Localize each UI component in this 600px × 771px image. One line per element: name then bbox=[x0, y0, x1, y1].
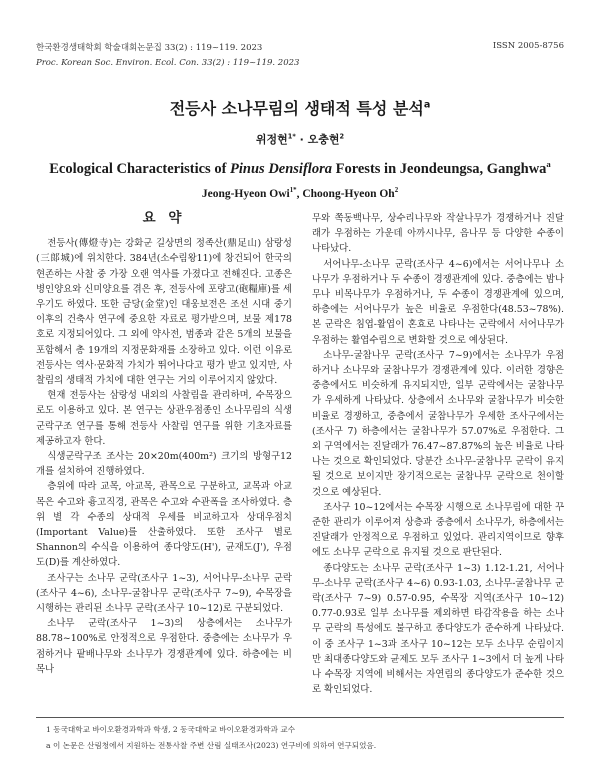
author-1-en: Jeong-Hyeon Owi bbox=[201, 188, 290, 200]
title-ko-footnote-mark: a bbox=[423, 99, 431, 111]
left-column bbox=[36, 211, 292, 677]
author-1-ko-mark: 1* bbox=[287, 132, 296, 141]
title-en-species: Pinus Densiflora bbox=[230, 161, 332, 177]
abstract-paragraph: 무와 쪽동백나무, 상수리나무와 작살나무가 경쟁하거나 진달래가 우점하는 가운데 아까시나무, 음나무 등 다양한 수종이 나타났다. bbox=[312, 213, 564, 255]
abstract-paragraph: 소나무 군락(조사구 1~3)의 상층에서는 소나무가 88.78~100%로 안정적으로 우점한다. 중층에는 소나무가 우점하거나 팥배나무와 소나무가 경쟁관계에 있다. 하층에는 비목나 bbox=[36, 618, 292, 675]
abstract-paragraph: 현재 전등사는 삼랑성 내외의 사찰림을 관리하며, 수목장으로도 이용하고 있다. 본 연구는 상관우점종인 소나무림의 식생군락구조 연구를 통해 전등사 사찰림 연구를 위한 기초자료를 제공하고자 한다. bbox=[36, 390, 292, 447]
paper-title-ko bbox=[0, 96, 600, 119]
author-2-en: Choong-Hyeon Oh bbox=[302, 188, 395, 200]
footnote-affiliations: 1 동국대학교 바이오환경과학과 학생, 2 동국대학교 바이오환경과학과 교수 bbox=[46, 725, 296, 734]
journal-header bbox=[36, 41, 299, 71]
author-2-ko: 오충현 bbox=[307, 133, 340, 146]
abstract-paragraph: 전등사(傳燈寺)는 강화군 길상면의 정족산(鼎足山) 삼랑성(三郞城)에 위치한다. 384년(소수림왕11)에 창건되어 한국의 현존하는 사찰 중 가장 오랜 역사를 가졌다고 전해진다. 고종은 병인양요와 신미양요를 겪은 후, 전등사에 포량고(砲糧庫)를 세우기도 하였다. 또한 금당(金堂)인 대웅보전은 조선 시대 중기 이후의 건축사 연구에 중요한 자료로 평가받으며, 보물 제178호로 지정되어있다. 그 외에 약사전, 범종과 같은 5개의 보물을 포함해서 총 19개의 지정문화재를 소장하고 있다. 이런 이유로 전등사는 역사·문화적 가치가 뛰어나다고 평가 받고 있지만, 사찰림의 생태적 가치에 대한 연구는 거의 이루어지지 않았다. bbox=[36, 238, 292, 387]
authors-en bbox=[0, 188, 600, 200]
issn: ISSN 2005-8756 bbox=[492, 41, 564, 51]
abstract-heading: 요 약 bbox=[142, 210, 186, 226]
author-2-en-mark: 2 bbox=[394, 187, 399, 195]
author-1-ko: 위정현 bbox=[255, 133, 288, 146]
author-2-ko-mark: 2 bbox=[339, 132, 345, 141]
footnote-funding: a 이 논문은 산림청에서 지원하는 전통사찰 주변 산림 실태조사(2023) 연구비에 의하여 연구되었음. bbox=[46, 741, 377, 750]
title-en-footnote-mark: a bbox=[546, 159, 551, 170]
abstract-paragraph: 종다양도는 소나무 군락(조사구 1~3) 1.12-1.21, 서어나무-소나무 군락(조사구 4~6) 0.93-1.03, 소나무-굴참나무 군락(조사구 7~9) 0.57-0.95, 수목장 지역(조사구 10~12) 0.77-0.93로 일부 소나무를 제외하면 타감작용을 하는 소나무 군락의 특성에도 불구하고 종다양도가 준수하게 나타났다. 이 중 조사구 1~3과 조사구 10~12는 모두 소나무 순림이지만 최대종다양도와 균제도 모두 조사구 1~3에서 더 높게 나타나 수목장 지역에 비해서는 자연림의 종다양도가 준수한 것으로 확인되었다. bbox=[312, 562, 564, 696]
abstract-paragraph: 소나무-굴참나무 군락(조사구 7~9)에서는 소나무가 우점하거나 소나무와 굴참나무가 경쟁관계에 있다. 이러한 경향은 중층에서도 비슷하게 유지되지만, 일부 군락에서는 굴참나무가 우세하게 나타났다. 상층에서 소나무와 굴참나무가 비슷한 비율로 경쟁하고, 중층에서 굴참나무가 우세한 조사구에서는(조사구 7) 하층에서는 굴참나무가 57.07%로 우점한다. 그 외 구역에서는 진달래가 76.47~87.87%의 높은 비율로 나타나는 것으로 확인되었다. 당분간 소나무-굴참나무 군락이 유지될 것으로 보이지만 장기적으로는 굴참나무 군락으로 천이할 것으로 예상된다. bbox=[312, 349, 564, 498]
journal-citation-ko: 한국환경생태학회 학술대회논문집 33(2) : 119~119. 2023 bbox=[36, 43, 263, 53]
title-en-post: Forests in Jeondeungsa, Ganghwa bbox=[331, 161, 547, 177]
authors-ko bbox=[0, 131, 600, 147]
author-1-en-mark: 1* bbox=[289, 187, 297, 195]
right-column bbox=[312, 211, 564, 698]
author-separator-ko: · bbox=[295, 133, 308, 146]
title-en-pre: Ecological Characteristics of bbox=[49, 161, 231, 177]
abstract-paragraph: 조사구는 소나무 군락(조사구 1~3), 서어나무-소나무 군락(조사구 4~6), 소나무-굴참나무 군락(조사구 7~9), 수목장을 시행하는 관리된 소나무 군락(조사구 10~12)로 구분되었다. bbox=[36, 572, 292, 615]
paper-title-en bbox=[0, 161, 600, 178]
footnote-divider bbox=[36, 717, 564, 718]
author-separator-en: , bbox=[296, 188, 303, 200]
abstract-paragraph: 조사구 10~12에서는 수목장 시행으로 소나무림에 대한 꾸준한 관리가 이루어져 상층과 중층에서 소나무가, 하층에서는 진달래가 안정적으로 우점하고 있었다. 관리지역이므로 향후에도 소나무 군락으로 유지될 것으로 판단된다. bbox=[312, 501, 564, 559]
abstract-paragraph: 층위에 따라 교목, 아교목, 관목으로 구분하고, 교목과 아교목은 수고와 흉고직경, 관목은 수고와 수관폭을 조사하였다. 층위 별 각 수종의 상대적 우세를 비교하고자 상대우점치(Important Value)를 산출하였다. 또한 조사구 별로 Shannon의 수식을 이용하여 종다양도(H'), 균재도(J'), 우점도(D)를 계산하였다. bbox=[36, 481, 292, 569]
abstract-paragraph: 서어나무-소나무 군락(조사구 4~6)에서는 서어나무나 소나무가 우점하거나 두 수종이 경쟁관계에 있다. 중층에는 밤나무나 비목나무가 우점하거나, 두 수종이 경쟁관계에 있으며, 하층에는 서어나무가 높은 비율로 우점한다(48.53~78%). 본 군락은 침엽-활엽이 혼효로 나타나는 군락에서 서어나무가 우점하는 활엽수림으로 변화할 것으로 예상된다. bbox=[312, 258, 564, 346]
journal-citation-en: Proc. Korean Soc. Environ. Ecol. Con. 33(2) : 119~119. 2023 bbox=[36, 58, 300, 68]
abstract-paragraph: 식생군락구조 조사는 20×20m(400m²) 크기의 방형구12개를 설치하여 진행하였다. bbox=[36, 451, 292, 478]
title-ko-text: 전등사 소나무림의 생태적 특성 분석 bbox=[169, 99, 424, 118]
